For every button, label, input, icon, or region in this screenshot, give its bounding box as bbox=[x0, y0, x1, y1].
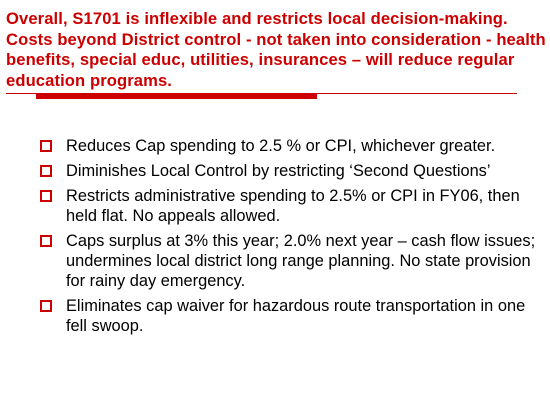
bullet-text: Diminishes Local Control by restricting ‘Second Questions’ bbox=[66, 162, 491, 180]
bullet-item-local-control bbox=[40, 161, 545, 181]
bullet-text: Caps surplus at 3% this year; 2.0% next year – cash flow issues; undermines local district long range planning. No state provision for rainy day emergency. bbox=[66, 232, 536, 290]
square-bullet-icon bbox=[40, 140, 52, 152]
bullet-item-admin-spending bbox=[40, 186, 545, 226]
square-bullet-icon bbox=[40, 165, 52, 177]
slide-title: Overall, S1701 is inflexible and restricts local decision-making. Costs beyond District control - not taken into consideration - health benefits, special educ, utilities, insurances – will reduce regular education programs. bbox=[6, 9, 546, 90]
square-bullet-icon bbox=[40, 300, 52, 312]
bullet-text: Restricts administrative spending to 2.5% or CPI in FY06, then held flat. No appeals allowed. bbox=[66, 187, 520, 225]
bullet-text: Reduces Cap spending to 2.5 % or CPI, whichever greater. bbox=[66, 137, 496, 155]
bullet-item-cap-waiver bbox=[40, 296, 545, 336]
bullet-list bbox=[40, 136, 545, 341]
square-bullet-icon bbox=[40, 190, 52, 202]
square-bullet-icon bbox=[40, 235, 52, 247]
bullet-item-cap-spending bbox=[40, 136, 545, 156]
bullet-text: Eliminates cap waiver for hazardous route transportation in one fell swoop. bbox=[66, 297, 526, 335]
title-accent-bar bbox=[36, 93, 317, 99]
bullet-item-caps-surplus bbox=[40, 231, 545, 291]
